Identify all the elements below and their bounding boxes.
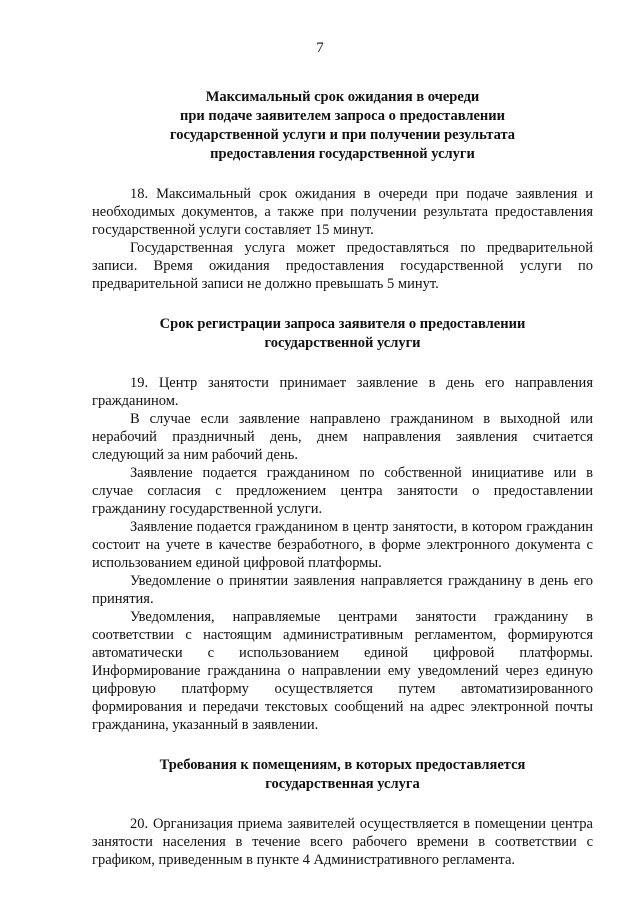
paragraph-18: 18. Максимальный срок ожидания в очереди при подаче заявления и необходимых документов, а также при получении результата предоставления государственной услуги составляет 15 минут. <box>92 186 593 238</box>
heading-line: государственной услуги и при получении результата <box>169 127 516 143</box>
section-heading-wait-time <box>92 88 593 164</box>
paragraph: Заявление подается гражданином в центр занятости, в котором гражданин состоит на учете в качестве безработного, в форме электронного документа с использованием единой цифровой платформы. <box>92 519 593 571</box>
heading-line: государственной услуги <box>264 335 421 351</box>
heading-line: Требования к помещениям, в которых предоставляется <box>159 757 526 773</box>
paragraph: Заявление подается гражданином по собственной инициативе или в случае согласия с предложением центра занятости о предоставлении гражданину государственной услуги. <box>92 465 593 517</box>
paragraph: Государственная услуга может предоставляться по предварительной записи. Время ожидания предоставления государственной услуги по предварительной записи не должно превышать 5 минут. <box>92 240 593 292</box>
heading-line: предоставления государственной услуги <box>210 146 475 162</box>
page-number: 7 <box>316 40 324 56</box>
heading-line: Максимальный срок ожидания в очереди <box>205 89 480 105</box>
section-heading-registration <box>92 315 593 353</box>
paragraph: Уведомления, направляемые центрами занятости гражданину в соответствии с настоящим административным регламентом, формируются автоматически с использованием единой цифровой платформы. Информирование гражданина о направлении ему уведомлений через единую цифровую платформу осуществляется путем автоматизированного формирования и передачи текстовых сообщений на адрес электронной почты гражданина, указанный в заявлении. <box>92 609 593 733</box>
paragraph-19: 19. Центр занятости принимает заявление в день его направления гражданином. <box>92 375 593 409</box>
heading-line: при подаче заявителем запроса о предоставлении <box>180 108 505 124</box>
paragraph: Уведомление о принятии заявления направляется гражданину в день его принятия. <box>92 573 593 607</box>
paragraph: В случае если заявление направлено гражданином в выходной или нерабочий праздничный день, днем направления заявления считается следующий за ним рабочий день. <box>92 411 593 463</box>
paragraph-20: 20. Организация приема заявителей осуществляется в помещении центра занятости населения в течение всего рабочего времени в соответствии с графиком, приведенным в пункте 4 Административного регламента. <box>92 816 593 868</box>
section-heading-premises <box>92 756 593 794</box>
heading-line: государственная услуга <box>265 776 420 792</box>
heading-line: Срок регистрации запроса заявителя о предоставлении <box>159 316 526 332</box>
document-body <box>92 88 593 869</box>
